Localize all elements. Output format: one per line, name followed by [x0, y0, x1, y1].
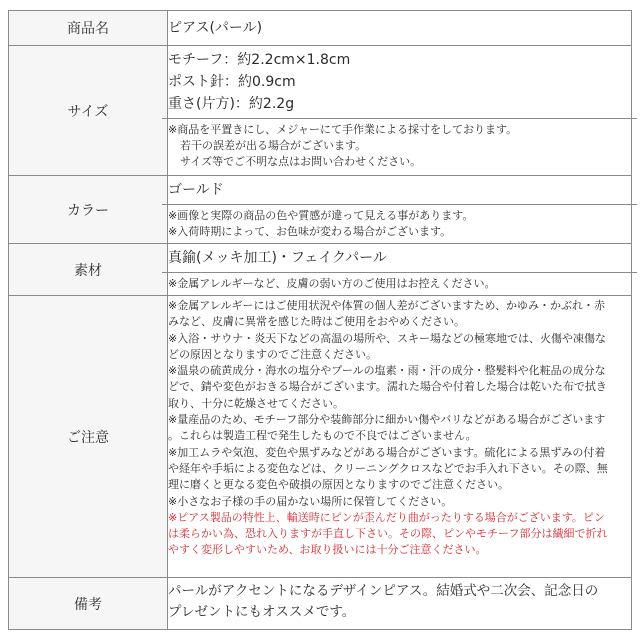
row-color	[9, 176, 632, 244]
label-remarks: 備考	[9, 578, 168, 630]
row-remarks	[9, 578, 632, 630]
caution-line: ※入浴・サウナ・炎天下などの高温の場所や、スキー場などの極寒地では、火傷や凍傷な	[168, 331, 606, 345]
row-product-name	[9, 11, 632, 46]
remarks-line: プレゼントにもオススメです。	[168, 604, 356, 620]
caution-red-line: やすく変形しやすいため、お取り扱いには十分ご注意ください。	[168, 543, 487, 557]
material-notes	[162, 272, 637, 295]
row-material	[9, 244, 632, 296]
caution-line: 。これらは製造工程で発生したもので不良ではございません。	[168, 429, 477, 443]
label-caution: ご注意	[9, 296, 168, 578]
value-color	[168, 176, 632, 244]
size-weight: 重さ(片方)：約2.2g	[168, 96, 295, 112]
color-note: ※入荷時期によって、お色味が変わる場合がございます。	[168, 225, 452, 238]
size-post: ポスト針：約0.9cm	[168, 74, 296, 90]
caution-line: ※温泉の硫黄成分・海水の塩分やプールの塩素・雨・汗の成分・整髪料や化粧品の成分な	[168, 364, 606, 378]
size-note: ※商品を平置きにし、メジャーにて手作業による採寸をしております。	[168, 123, 518, 136]
value-remarks	[168, 578, 632, 630]
product-spec-table	[8, 10, 632, 630]
caution-line: や経年や手垢による変色などは、クリーニングクロスなどでお手入れ下さい。その際、無	[168, 461, 608, 475]
size-note: サイズ等でご不明な点はお問い合わせください。	[180, 155, 422, 168]
caution-line: ※加工ムラや気泡、変色や黒ずみなどがある場合がございます。硫化による黒ずみの付着	[168, 445, 606, 459]
caution-notes	[168, 296, 631, 561]
caution-line: 取り、十分に乾燥させてください。	[168, 396, 344, 410]
caution-red-line: は柔らかい為、恐れ入りますが手直し下さい。その際、ピンやモチーフ部分は繊細で折れ	[168, 527, 608, 541]
caution-line: ※金属アレルギーにはご使用状況や体質の個人差がございますため、かゆみ・かぶれ・赤	[168, 299, 606, 312]
label-color: カラー	[9, 176, 168, 244]
value-caution	[168, 296, 632, 578]
caution-line: どで、錆や変色がおきる場合がございます。濡れた場合や付着した場合は乾いた布で拭き	[168, 380, 607, 394]
color-text: ゴールド	[168, 182, 224, 198]
size-notes	[162, 118, 637, 173]
caution-red-line: ※ピアス製品の特性上、輸送時にピンが歪んだり曲がったりする場合がございます。ピン	[168, 510, 605, 524]
caution-line: みなど、皮膚に異常を感じた時はご使用をおやめください。	[168, 315, 465, 329]
caution-line: ※量産品のため、モチーフ部分や装飾部分に細かい傷やバリなどがある場合がございます	[168, 413, 606, 427]
value-product-name	[168, 11, 632, 46]
color-notes	[162, 204, 637, 243]
row-caution	[9, 296, 632, 578]
remarks-line: パールがアクセントになるデザインピアス。結婚式や二次会、記念日の	[168, 583, 599, 599]
size-note: 若干の誤差が出る場合がございます。	[180, 139, 367, 152]
caution-line: ※小さなお子様の手の届かない場所に保管してください。	[168, 494, 453, 508]
caution-line: 理に磨くと更なる変色や破損の原因となりますのでご注意ください。	[168, 478, 509, 492]
row-size	[9, 46, 632, 176]
size-specs	[168, 46, 631, 118]
label-material: 素材	[9, 244, 168, 296]
label-product-name: 商品名	[9, 11, 168, 46]
value-material	[168, 244, 632, 296]
product-name-text: ピアス(パール)	[168, 20, 263, 36]
caution-line: どの原因となりますのでご注意ください。	[168, 347, 377, 361]
size-motif: モチーフ：約2.2cm×1.8cm	[168, 52, 351, 68]
value-size	[168, 46, 632, 176]
label-size: サイズ	[9, 46, 168, 176]
color-note: ※画像と実際の商品の色や質感が違って見える事があります。	[168, 209, 474, 222]
remarks-text	[168, 578, 631, 626]
material-text: 真鍮(メッキ加工)・フェイクパール	[168, 250, 387, 266]
material-note: ※金属アレルギーなど、皮膚の弱い方のご使用はお控えください。	[168, 277, 496, 290]
